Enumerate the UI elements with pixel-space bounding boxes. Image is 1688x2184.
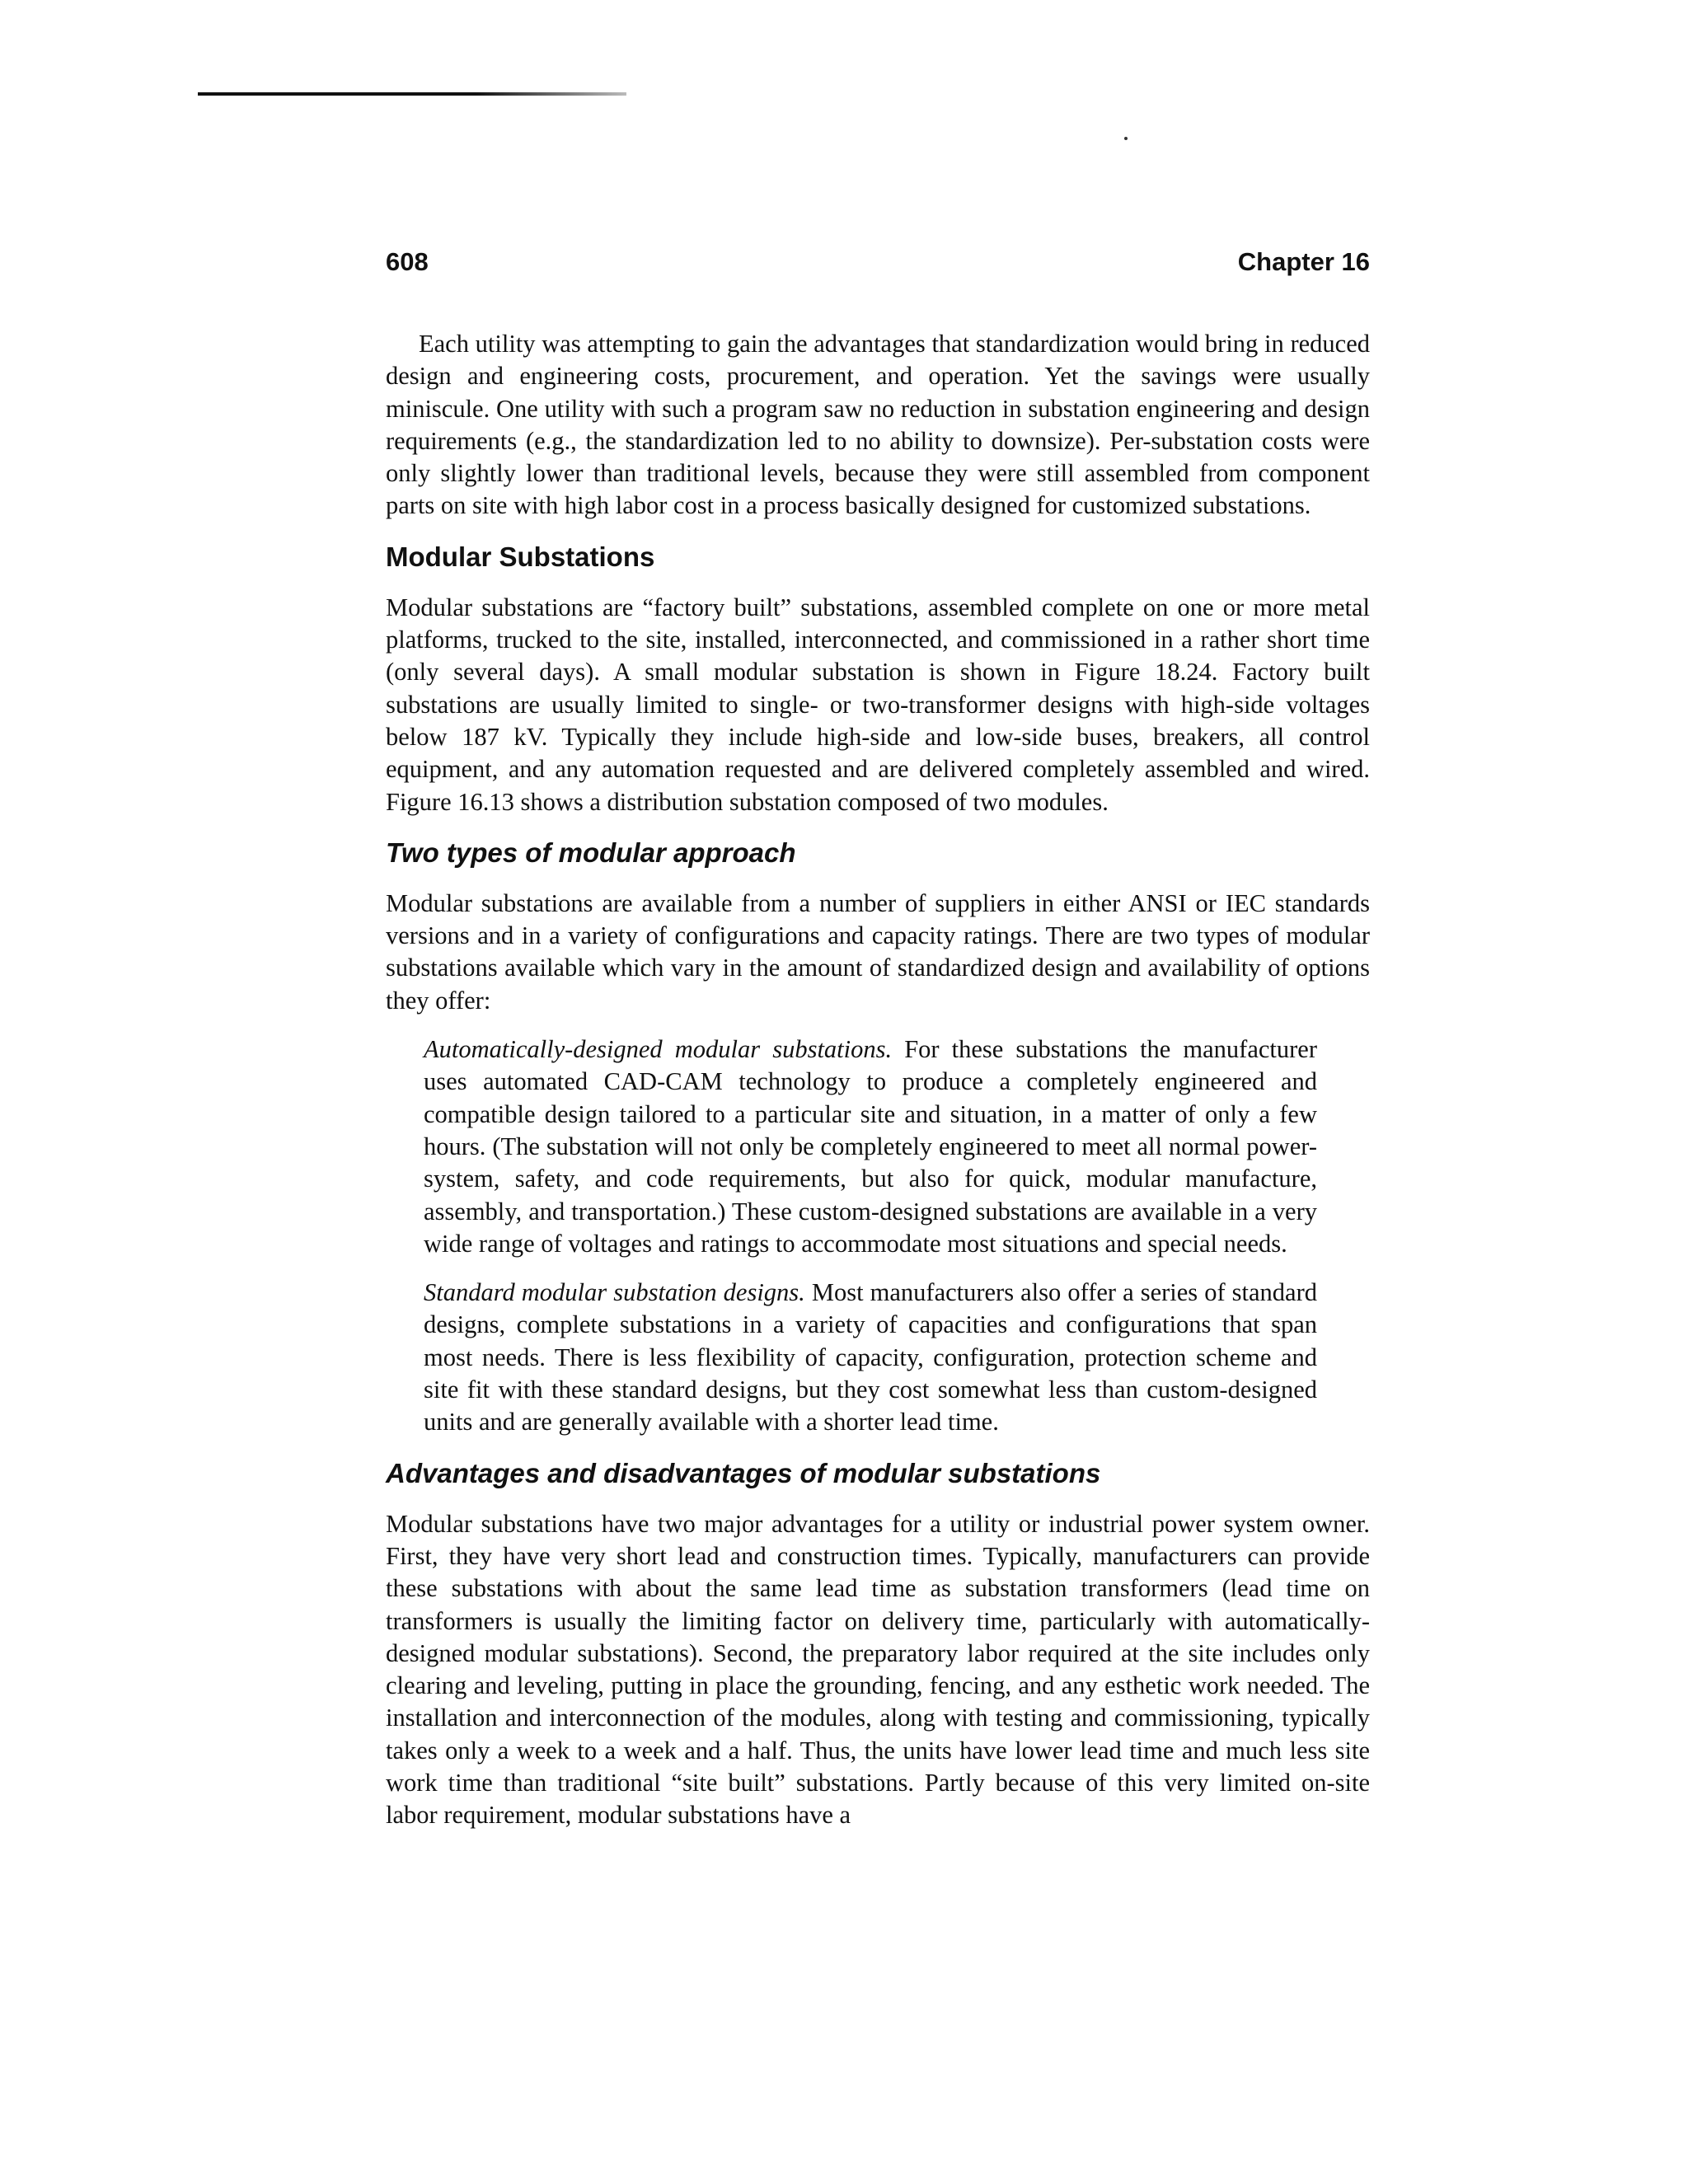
standard-designs-paragraph xyxy=(424,1277,1317,1438)
scan-speck xyxy=(1124,137,1128,140)
subsection-heading-advantages: Advantages and disadvantages of modular substations xyxy=(386,1457,1101,1488)
chapter-label: Chapter 16 xyxy=(1237,247,1370,276)
modular-substations-paragraph: Modular substations are “factory built” substations, assembled complete on one or more metal platforms, trucked to the site, installed, interconnected, and commissioned in a rather short time (only several days). A small modular substation is shown in Figure 18.24. Factory built substations are usually limited to single- or two-transformer designs with high-side voltages below 187 kV. Typically they include high-side and low-side buses, breakers, all control equipment, and any automation requested and are delivered completely assembled and wired. Figure 16.13 shows a distribution substation composed of two modules. xyxy=(386,593,1370,816)
two-types-paragraph: Modular substations are available from a number of suppliers in either ANSI or IEC standards versions and in a variety of configurations and capacity ratings. There are two types of modular substations available which vary in the amount of standardized design and availability of options they offer: xyxy=(386,888,1370,1015)
automatically-designed-text: For these substations the manufacturer uses automated CAD-CAM technology to produce a completely engineered and compatible design tailored to a particular site and situation, in a matter of only a few hours. (The substation will not only be completely engineered to meet all normal power-system, safety, and code requirements, but also for quick, modular manufacture, assembly, and transportation.) These custom-designed substations are available in a very wide range of voltages and ratings to accommodate most situations and special needs. xyxy=(424,1035,1317,1258)
standard-designs-text: Most manufacturers also offer a series of standard designs, complete substations in a variety of capacities and configurations that span most needs. There is less flexibility of capacity, configuration, protection scheme and site fit with these standard designs, but they cost somewhat less than custom-designed units and are generally available with a shorter lead time. xyxy=(424,1278,1318,1436)
standard-designs-term: Standard modular substation designs. xyxy=(424,1278,805,1307)
automatically-designed-paragraph xyxy=(424,1033,1317,1260)
automatically-designed-term: Automatically-designed modular substations. xyxy=(424,1035,893,1064)
intro-paragraph: Each utility was attempting to gain the advantages that standardization would bring in reduced design and engineering costs, procurement, and operation. Yet the savings were usually miniscule. One utility with such a program saw no reduction in substation engineering and design requirements (e.g., the standardization led to no ability to downsize). Per-substation costs were only slightly lower than traditional levels, because they were still assembled from component parts on site with high labor cost in a process basically designed for customized substations. xyxy=(386,330,1370,520)
subsection-heading-two-types: Two types of modular approach xyxy=(386,837,796,868)
section-heading-modular-substations: Modular Substations xyxy=(386,541,655,572)
page-body xyxy=(386,328,1370,1832)
page-number: 608 xyxy=(386,247,429,276)
running-header xyxy=(386,247,1370,280)
advantages-paragraph: Modular substations have two major advantages for a utility or industrial power system owner. First, they have very short lead and construction times. Typically, manufacturers can provide these substations with about the same lead time as substation transformers (lead time on transformers is usually the limiting factor on delivery time, particularly with automatically-designed modular substations). Second, the preparatory labor required at the site includes only clearing and leveling, putting in place the grounding, fencing, and any esthetic work needed. The installation and interconnection of the modules, along with testing and commissioning, typically takes only a week to a week and a half. Thus, the units have lower lead time and much less site work time than traditional “site built” substations. Partly because of this very limited on-site labor requirement, modular substations have a xyxy=(386,1509,1370,1830)
top-rule xyxy=(198,92,626,96)
